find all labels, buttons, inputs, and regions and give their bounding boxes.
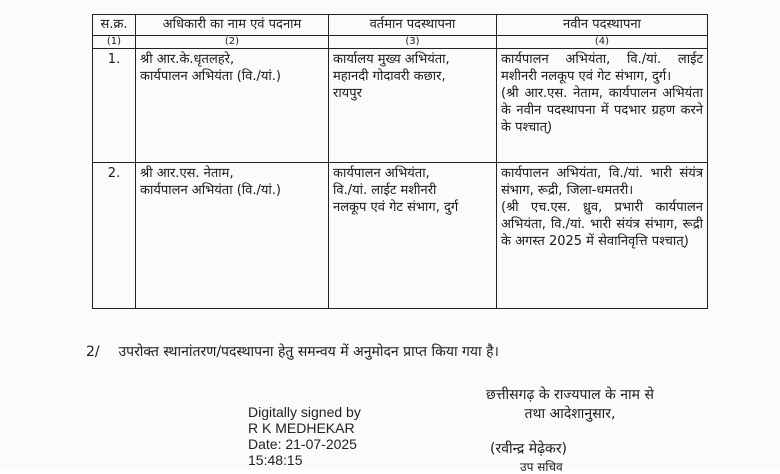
signature-line: R K MEDHEKAR — [248, 420, 355, 436]
current-posting-line: रायपुर — [333, 86, 362, 101]
officer-name: श्री आर.के.धृतलहरे, — [140, 52, 235, 67]
officer-designation: कार्यपालन अभियंता (वि./यां.) — [140, 183, 281, 198]
serial-number: 1. — [93, 49, 136, 163]
officer-cell — [136, 163, 329, 309]
order-line: तथा आदेशानुसार, — [524, 406, 616, 422]
serial-number: 2. — [93, 163, 136, 309]
transfer-table — [92, 14, 708, 309]
signature-line: 15:48:15 — [248, 452, 303, 468]
table-header-row — [93, 15, 708, 36]
signature-line: Date: 21-07-2025 — [248, 436, 357, 452]
new-posting-text: कार्यपालन अभियंता, वि./यां. भारी संयंत्र संभाग, रूद्री, जिला-धमतरी। — [501, 166, 703, 198]
column-number-row — [93, 36, 708, 49]
order-block — [440, 386, 700, 424]
col-number: (2) — [136, 36, 329, 49]
paragraph-number: 2/ — [86, 344, 100, 360]
officer-designation: कार्यपालन अभियंता (वि./यां.) — [140, 69, 281, 84]
new-posting-note: (श्री एच.एस. ध्रुव, प्रभारी कार्यपालन अभियंता, वि./यां. भारी संयंत्र संभाग, रूद्री के अगस्त 2025 में सेवानिवृत्ति पश्चात्) — [501, 200, 703, 249]
table-row — [93, 49, 708, 163]
current-posting-cell — [329, 163, 497, 309]
header-new-posting: नवीन पदस्थापना — [497, 15, 708, 36]
order-line: छत्तीसगढ़ के राज्यपाल के नाम से — [486, 387, 654, 403]
new-posting-cell — [497, 49, 708, 163]
current-posting-line: कार्यपालन अभियंता, — [333, 166, 430, 181]
header-current-posting: वर्तमान पदस्थापना — [329, 15, 497, 36]
digital-signature — [248, 404, 361, 468]
col-number: (1) — [93, 36, 136, 49]
table-row — [93, 163, 708, 309]
col-number: (4) — [497, 36, 708, 49]
current-posting-cell — [329, 49, 497, 163]
signature-line: Digitally signed by — [248, 404, 361, 420]
col-number: (3) — [329, 36, 497, 49]
approval-paragraph — [86, 343, 746, 361]
header-officer: अधिकारी का नाम एवं पदनाम — [136, 15, 329, 36]
new-posting-text: कार्यपालन अभियंता, वि./यां. लाईट मशीनरी नलकूप एवं गेट संभाग, दुर्ग। — [501, 52, 703, 84]
officer-cell — [136, 49, 329, 163]
current-posting-line: महानदी गोदावरी कछार, — [333, 69, 446, 84]
new-posting-cell — [497, 163, 708, 309]
current-posting-line: कार्यालय मुख्य अभियंता, — [333, 52, 450, 67]
signer-title: उप सचिव — [520, 460, 563, 474]
paragraph-text: उपरोक्त स्थानांतरण/पदस्थापना हेतु समन्वय में अनुमोदन प्राप्त किया गया है। — [118, 344, 499, 360]
new-posting-note: (श्री आर.एस. नेताम, कार्यपालन अभियंता के नवीन पदस्थापना में पदभार ग्रहण करने के पश्चात्) — [501, 86, 703, 135]
header-serial: स.क्र. — [93, 15, 136, 36]
signer-name: (रवीन्द्र मेढ़ेकर) — [490, 441, 568, 457]
current-posting-line: नलकूप एवं गेट संभाग, दुर्ग — [333, 200, 459, 215]
current-posting-line: वि./यां. लाईट मशीनरी — [333, 183, 437, 198]
officer-name: श्री आर.एस. नेताम, — [140, 166, 234, 181]
